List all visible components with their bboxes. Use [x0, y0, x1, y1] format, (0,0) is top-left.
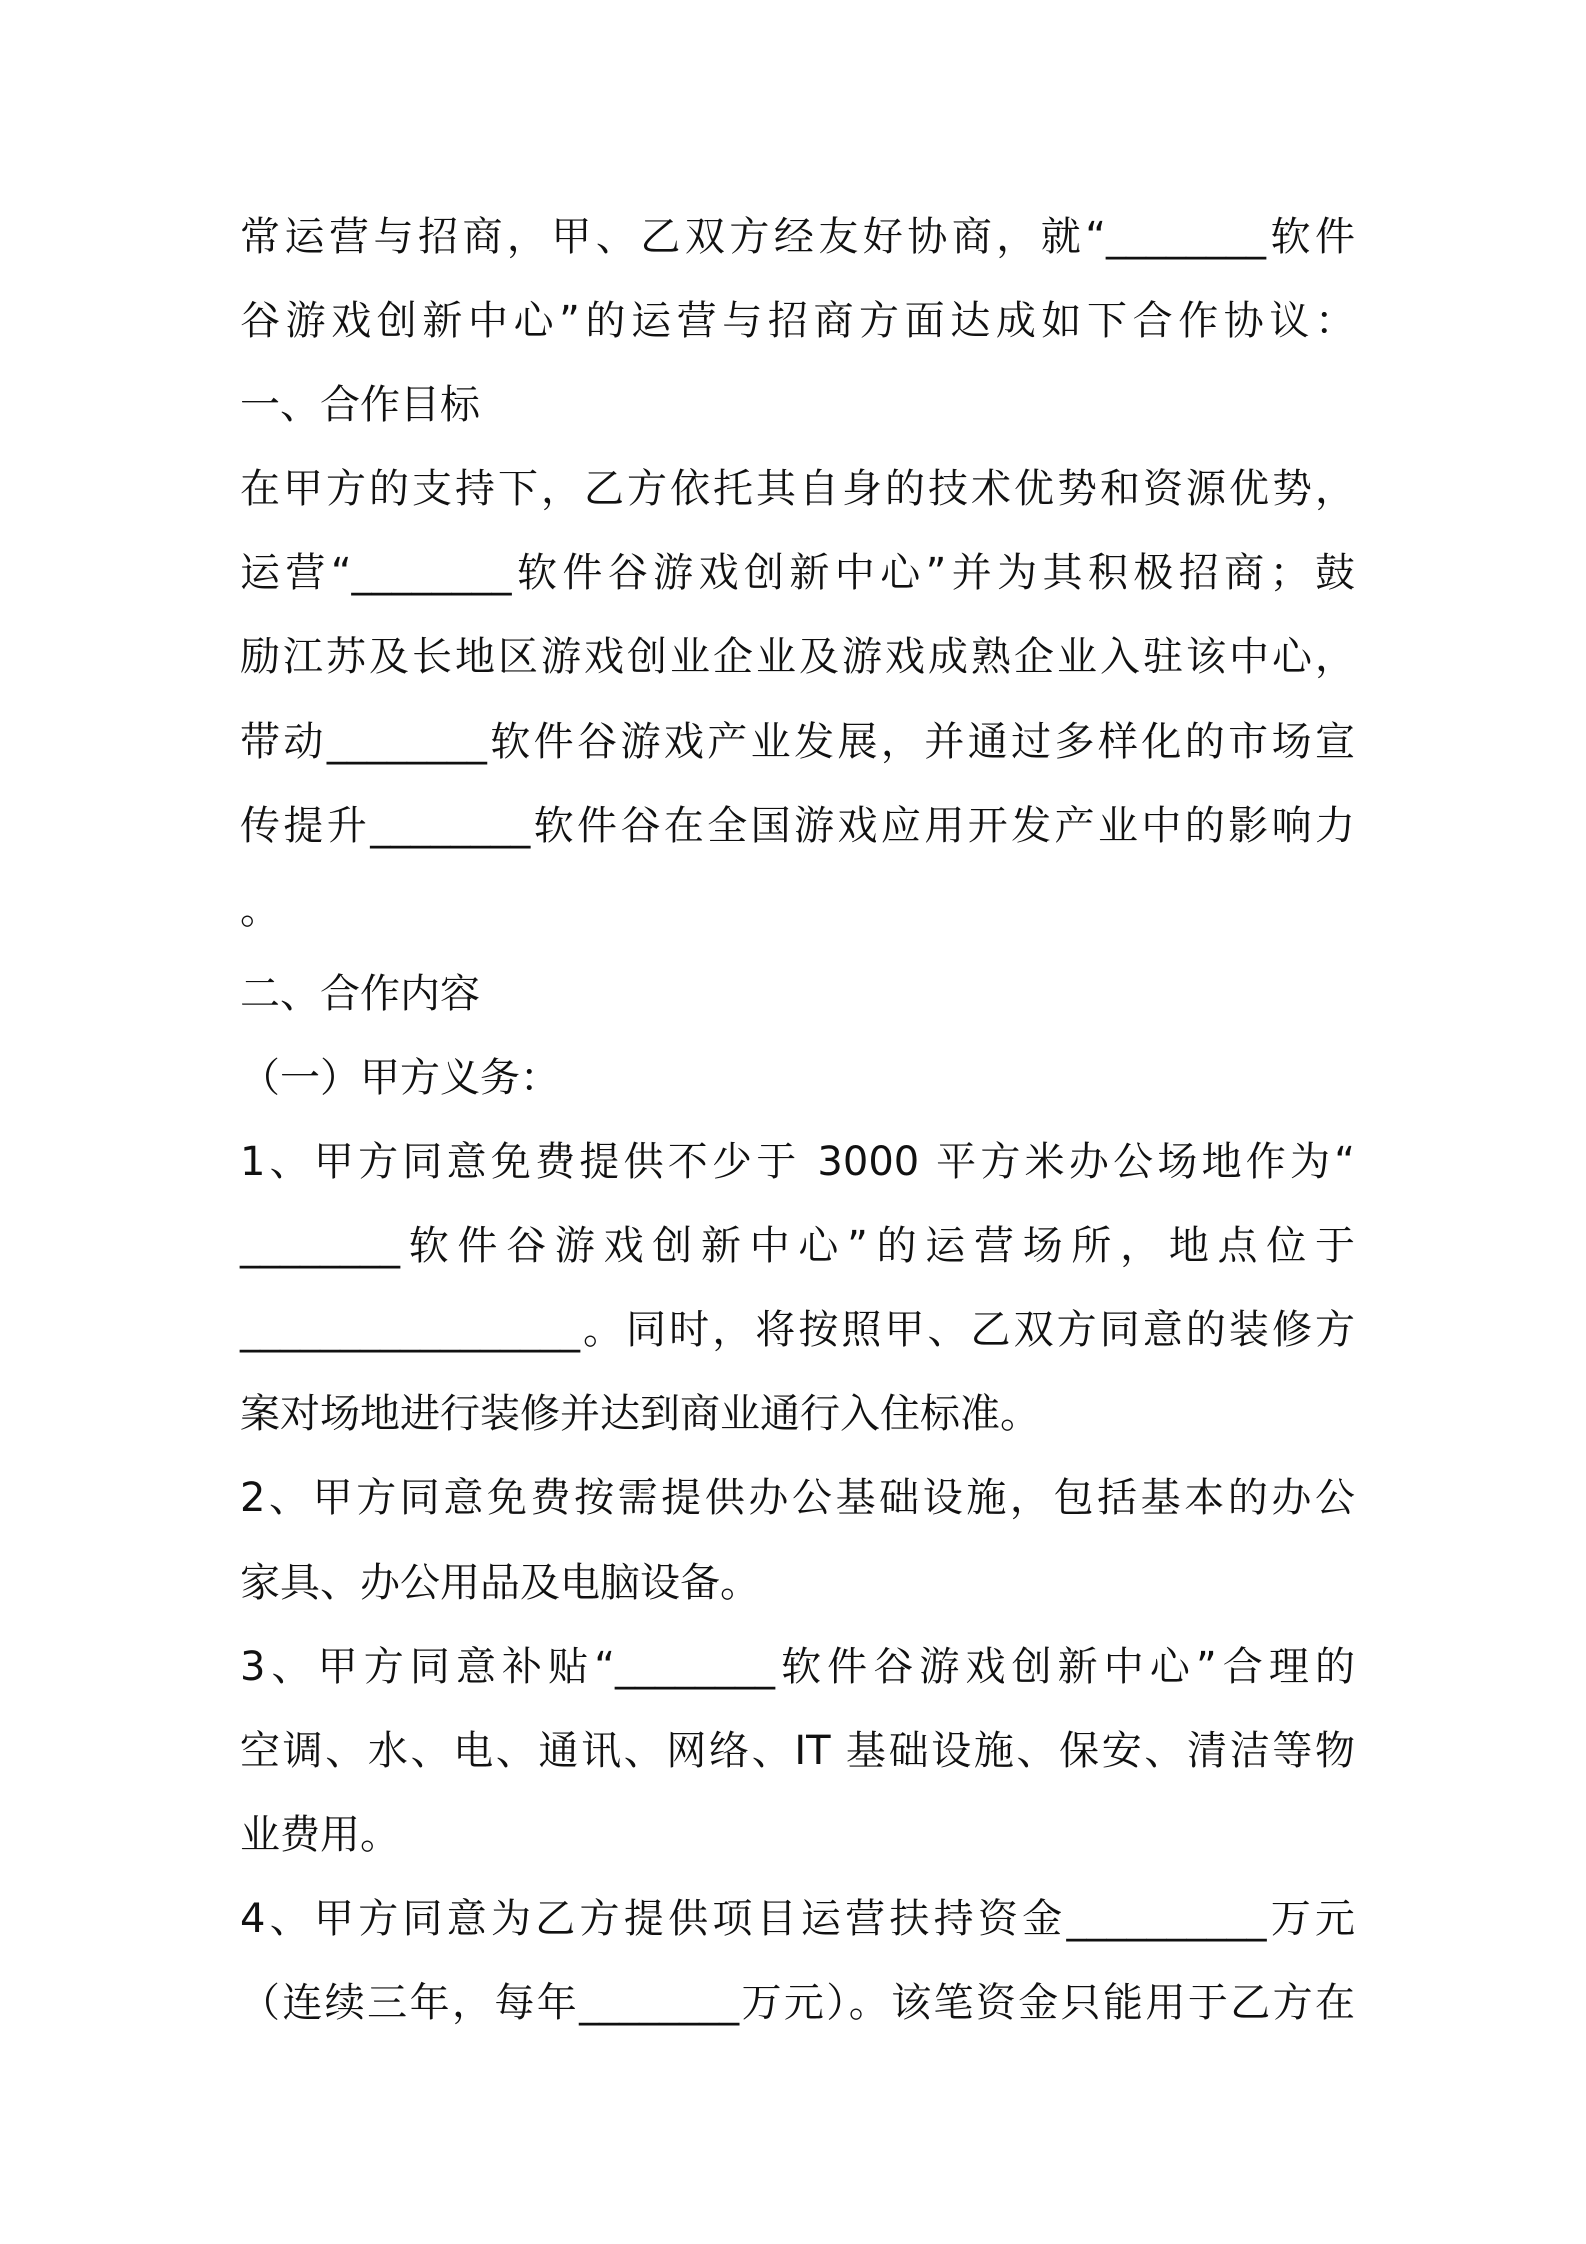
text-line-20: 业费用。: [240, 1811, 400, 1858]
text-line-4: 在甲方的支持下，乙方依托其自身的技术优势和资源优势，: [240, 466, 1355, 513]
text-line-15: 案对场地进行装修并达到商业通行入住标准。: [240, 1391, 1040, 1438]
text-line-9: 。: [240, 886, 280, 933]
text-line-8: 传提升________软件谷在全国游戏应用开发产业中的影响力: [240, 802, 1355, 849]
text-line-17: 家具、办公用品及电脑设备。: [240, 1559, 760, 1606]
text-line-14: _________________。同时，将按照甲、乙双方同意的装修方: [240, 1307, 1355, 1354]
section-heading-cooperation-goal: 一、合作目标: [240, 382, 480, 429]
text-line-5: 运营“________软件谷游戏创新中心”并为其积极招商；鼓: [240, 550, 1355, 597]
text-line-13: ________软件谷游戏创新中心”的运营场所，地点位于: [240, 1223, 1355, 1270]
text-line-18: 3、甲方同意补贴“________软件谷游戏创新中心”合理的: [240, 1643, 1355, 1690]
text-line-22: （连续三年，每年________万元）。该笔资金只能用于乙方在: [240, 1979, 1355, 2026]
document-body: [240, 195, 1355, 2045]
text-line-2: 谷游戏创新中心”的运营与招商方面达成如下合作协议：: [240, 298, 1355, 345]
text-line-16: 2、甲方同意免费按需提供办公基础设施，包括基本的办公: [240, 1475, 1355, 1522]
text-line-6: 励江苏及长地区游戏创业企业及游戏成熟企业入驻该中心，: [240, 634, 1355, 681]
text-line-7: 带动________软件谷游戏产业发展，并通过多样化的市场宣: [240, 718, 1355, 765]
text-line-19: 空调、水、电、通讯、网络、IT 基础设施、保安、清洁等物: [240, 1727, 1355, 1774]
text-line-1: 常运营与招商，甲、乙双方经友好协商，就“________软件: [240, 214, 1355, 260]
section-heading-cooperation-content: 二、合作内容: [240, 970, 480, 1017]
subsection-heading-party-a-obligations: （一）甲方义务：: [240, 1054, 560, 1101]
text-line-21: 4、甲方同意为乙方提供项目运营扶持资金__________万元: [240, 1895, 1355, 1942]
text-line-12: 1、甲方同意免费提供不少于 3000 平方米办公场地作为“: [240, 1139, 1355, 1186]
